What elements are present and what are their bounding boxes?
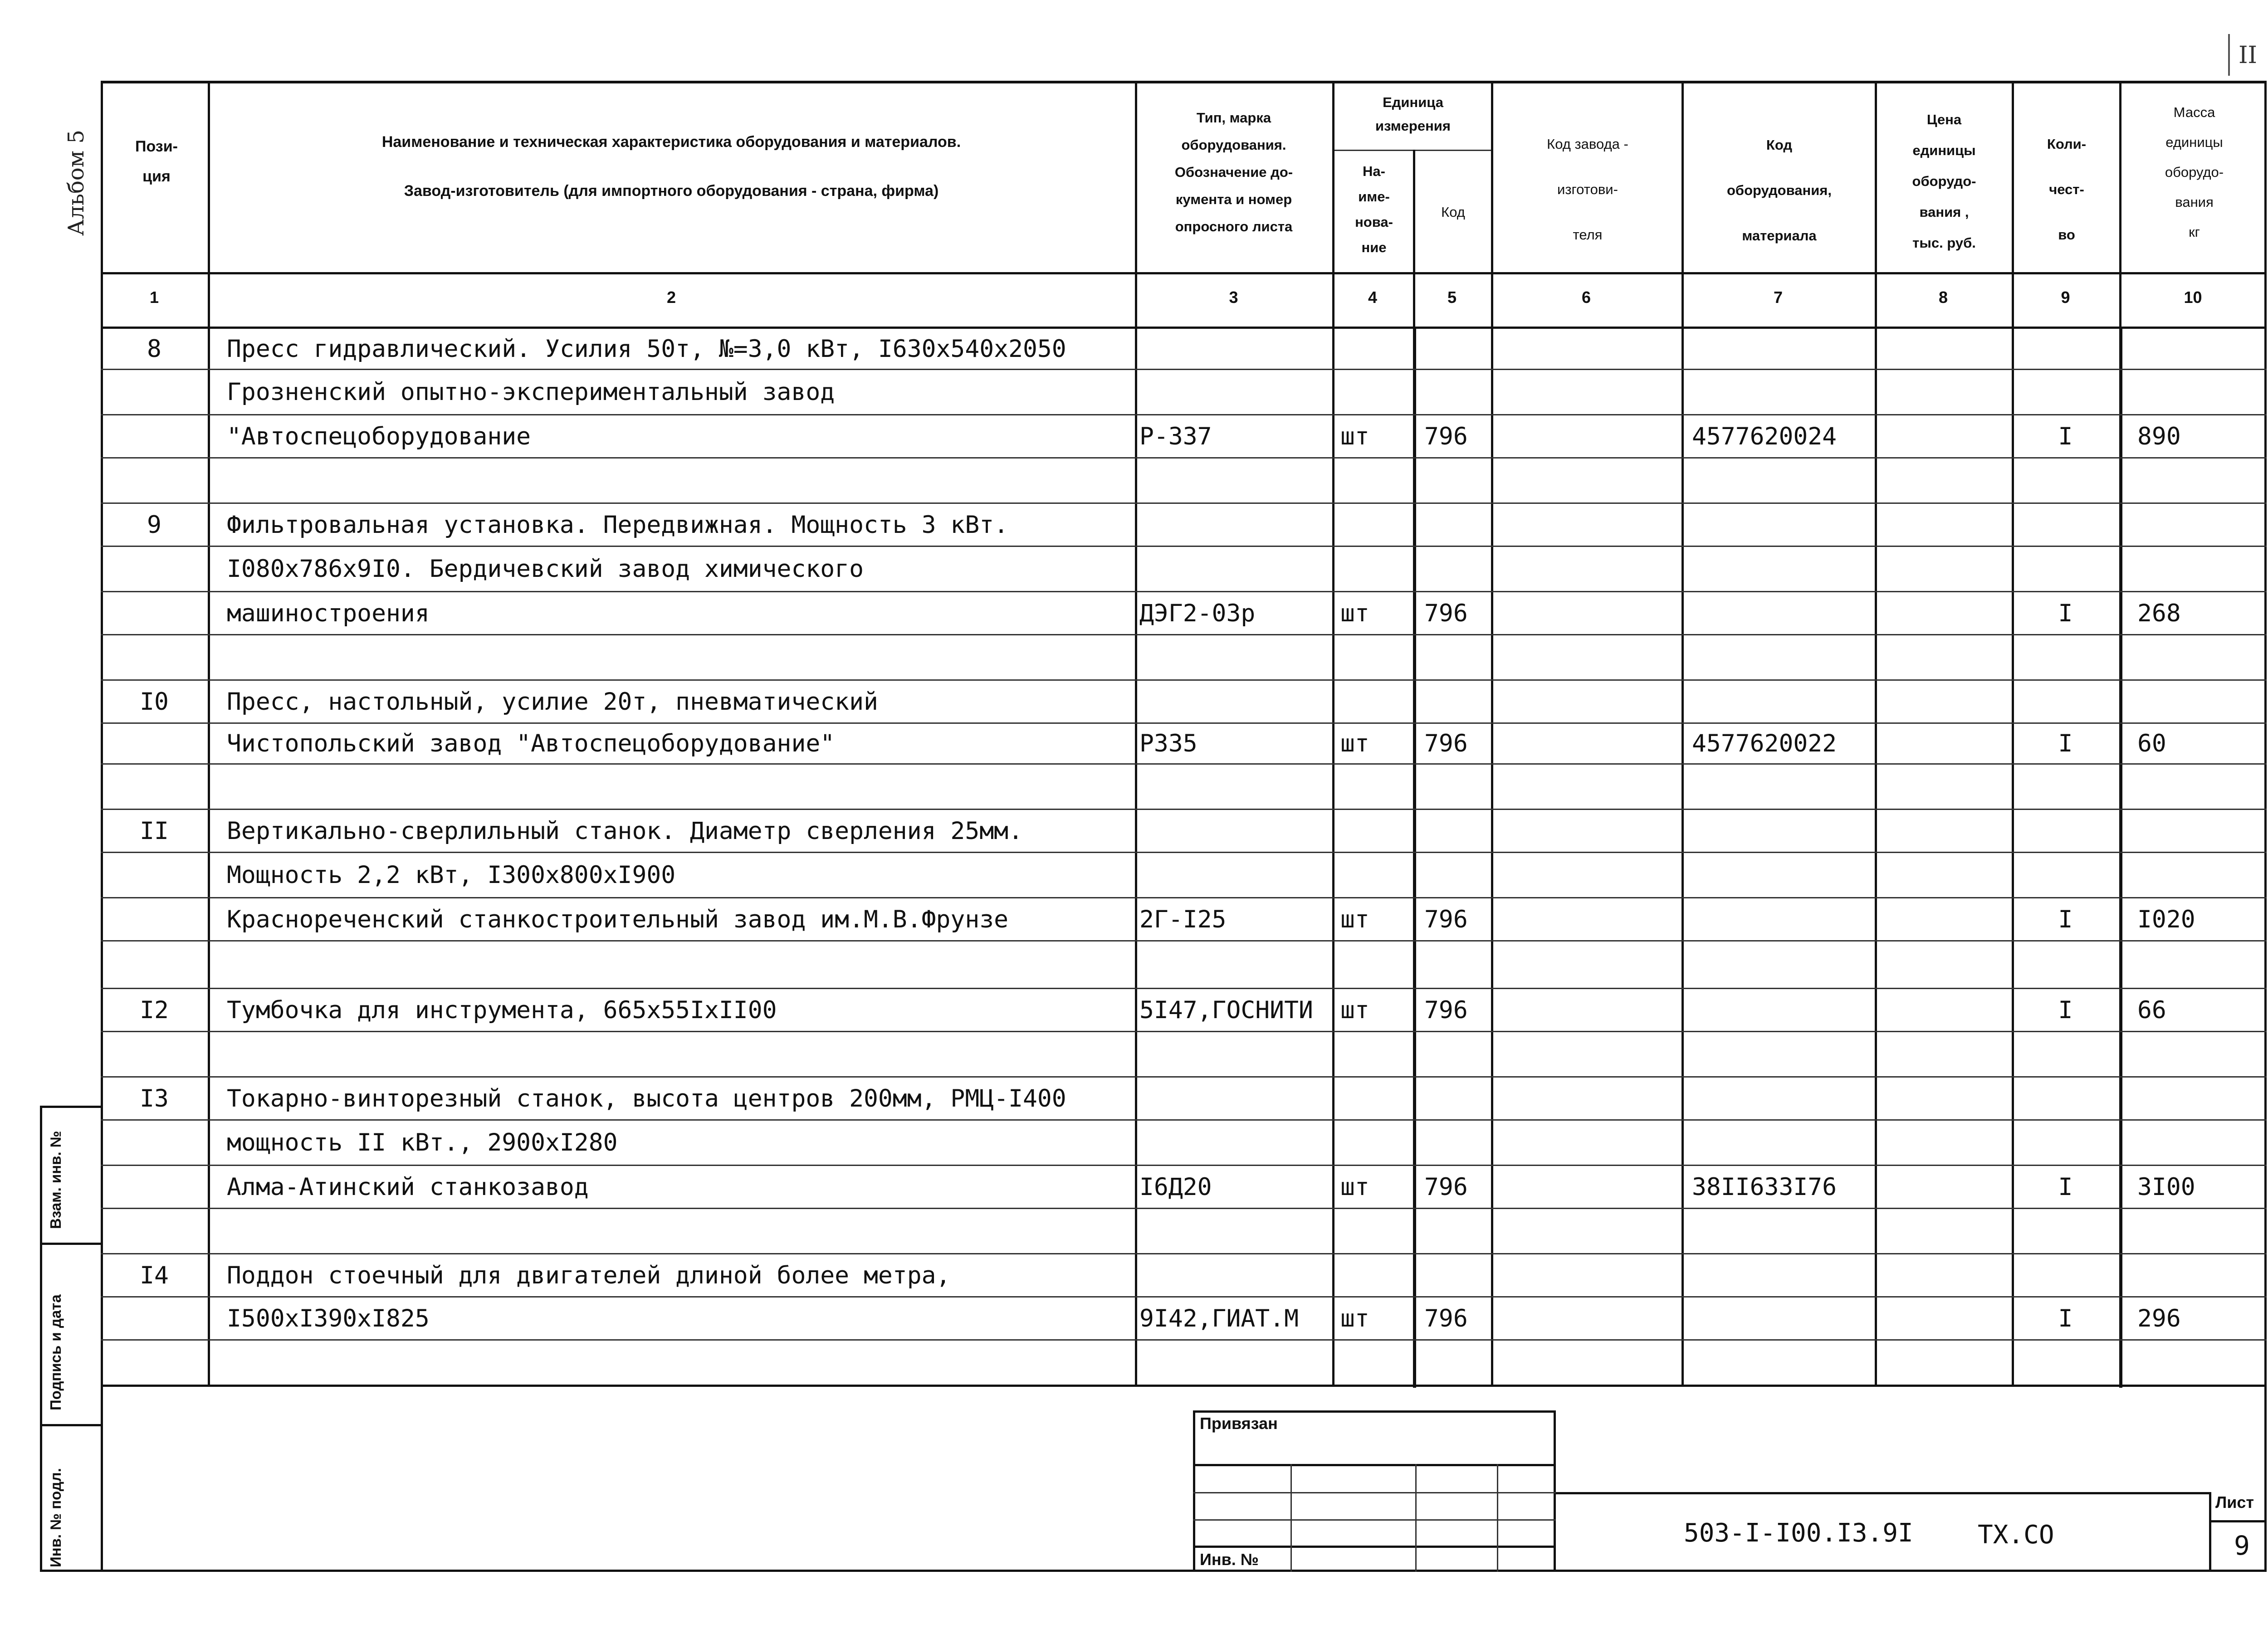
row-line bbox=[101, 1119, 2267, 1121]
row-cell-pos: II bbox=[140, 817, 169, 845]
column-number: 8 bbox=[1938, 288, 1948, 307]
box-line bbox=[2119, 327, 2122, 1388]
row-cell-qty: I bbox=[2058, 1173, 2073, 1201]
row-line bbox=[101, 988, 2267, 989]
col-line bbox=[208, 81, 210, 1387]
vzam-inv-label: Взам. инв. № bbox=[47, 1131, 64, 1229]
stamp-col bbox=[1497, 1464, 1498, 1572]
row-cell-name: Вертикально-сверлильный станок. Диаметр сверления 25мм. bbox=[227, 817, 1023, 845]
header-unit-code: Код bbox=[1441, 204, 1465, 220]
stamp-line bbox=[1193, 1492, 1556, 1493]
header-mass: Масса единицы оборудо- вания кг bbox=[2165, 104, 2224, 240]
row-cell-type: 9I42,ГИАТ.М bbox=[1139, 1304, 1299, 1332]
side-divider bbox=[40, 1243, 101, 1245]
row-cell-code: 796 bbox=[1424, 1173, 1468, 1201]
header-factory-code: Код завода - изготови- теля bbox=[1547, 136, 1628, 243]
header-type: Тип, марка оборудования. Обозначение до- кумента и номер опросного листа bbox=[1174, 110, 1293, 234]
row-line bbox=[101, 679, 2267, 681]
row-cell-name: Чистопольский завод "Автоспецоборудование" bbox=[227, 730, 835, 757]
table-bottom-line bbox=[101, 1385, 2267, 1387]
box-line bbox=[1413, 327, 1416, 1388]
row-cell-type: Р335 bbox=[1139, 730, 1198, 757]
row-line bbox=[101, 502, 2267, 504]
row-line bbox=[101, 546, 2267, 547]
column-number: 4 bbox=[1368, 288, 1378, 307]
header-price: Цена единицы оборудо- вания , тыс. руб. bbox=[1912, 112, 1976, 251]
colnum-bottom-line bbox=[101, 327, 2267, 329]
row-cell-name: Тумбочка для инструмента, 665х55IхII00 bbox=[227, 996, 777, 1024]
row-cell-unit: шт bbox=[1340, 1304, 1369, 1332]
row-cell-pos: 8 bbox=[147, 335, 161, 363]
row-line bbox=[101, 1339, 2267, 1341]
row-cell-mass: 66 bbox=[2137, 996, 2166, 1024]
row-cell-type: 2Г-I25 bbox=[1139, 905, 1227, 933]
row-cell-unit: шт bbox=[1340, 730, 1369, 757]
podpis-data-label: Подпись и дата bbox=[47, 1294, 64, 1410]
row-line bbox=[101, 591, 2267, 592]
row-cell-name: Фильтровальная установка. Передвижная. Мощность 3 кВт. bbox=[227, 511, 1009, 539]
row-cell-name: Пресс, настольный, усилие 20т, пневматический bbox=[227, 688, 878, 716]
row-cell-unit: шт bbox=[1340, 1173, 1369, 1201]
row-cell-mass: I020 bbox=[2137, 905, 2195, 933]
row-line bbox=[101, 457, 2267, 458]
row-line bbox=[101, 1031, 2267, 1032]
row-line bbox=[101, 634, 2267, 635]
row-cell-name: Мощность 2,2 кВт, I300х800хI900 bbox=[227, 861, 676, 889]
row-cell-name: мощность II кВт., 2900хI280 bbox=[227, 1129, 618, 1156]
row-cell-qty: I bbox=[2058, 422, 2073, 450]
row-cell-pos: I2 bbox=[140, 996, 169, 1024]
row-cell-qty: I bbox=[2058, 599, 2073, 627]
top-sheet-number: II bbox=[2239, 42, 2258, 69]
row-cell-qty: I bbox=[2058, 905, 2073, 933]
row-cell-type: Р-337 bbox=[1139, 422, 1212, 450]
col-line bbox=[1332, 81, 1334, 1387]
row-cell-mass: 60 bbox=[2137, 730, 2166, 757]
header-equipment-code: Код оборудования, материала bbox=[1726, 137, 1832, 244]
titleblock-line bbox=[1556, 1492, 2209, 1494]
header-position: Пози- ция bbox=[135, 138, 178, 185]
row-cell-code: 796 bbox=[1424, 422, 1468, 450]
row-cell-name: Краснореченский станкостроительный завод им.М.В.Фрунзе bbox=[227, 905, 1009, 933]
stamp-line bbox=[1193, 1546, 1556, 1548]
row-line bbox=[101, 852, 2267, 853]
header-unit: Единица измерения bbox=[1375, 94, 1451, 134]
row-line bbox=[101, 1296, 2267, 1297]
side-divider bbox=[40, 1424, 101, 1426]
inv-no-label: Инв. № bbox=[1200, 1550, 1259, 1569]
row-cell-type: I6Д20 bbox=[1139, 1173, 1212, 1201]
titleblock-col bbox=[2209, 1492, 2211, 1572]
row-cell-name: Пресс гидравлический. Усилия 50т, №=3,0 кВт, I630х540х2050 bbox=[227, 335, 1066, 363]
header-unit-name: На- име- нова- ние bbox=[1355, 163, 1393, 255]
row-cell-code: 796 bbox=[1424, 730, 1468, 757]
header-name-line2: Завод-изготовитель (для импортного оборудования - страна, фирма) bbox=[404, 182, 939, 200]
row-line bbox=[101, 414, 2267, 415]
row-cell-name: Алма-Атинский станкозавод bbox=[227, 1173, 589, 1201]
column-number: 7 bbox=[1773, 288, 1783, 307]
row-line bbox=[101, 1165, 2267, 1166]
privyazan-label: Привязан bbox=[1200, 1414, 1278, 1433]
row-cell-name: Токарно-винторезный станок, высота центров 200мм, РМЦ-I400 bbox=[227, 1084, 1066, 1112]
col-line bbox=[1491, 81, 1493, 1387]
column-number: 9 bbox=[2061, 288, 2070, 307]
row-cell-pos: I3 bbox=[140, 1084, 169, 1112]
row-cell-code: 796 bbox=[1424, 1304, 1468, 1332]
sheet-label: Лист bbox=[2215, 1493, 2254, 1512]
row-cell-code: 796 bbox=[1424, 599, 1468, 627]
row-cell-pos: I4 bbox=[140, 1261, 169, 1289]
row-cell-name: I080х786х9I0. Бердичевский завод химического bbox=[227, 555, 864, 583]
row-cell-name: "Автоспецоборудование bbox=[227, 422, 531, 450]
row-cell-unit: шт bbox=[1340, 422, 1369, 450]
row-cell-name: Поддон стоечный для двигателей длиной более метра, bbox=[227, 1261, 951, 1289]
row-line bbox=[101, 369, 2267, 370]
column-number: 5 bbox=[1447, 288, 1457, 307]
row-cell-type: ДЭГ2-03р bbox=[1139, 599, 1256, 627]
row-cell-type: 5I47,ГОСНИТИ bbox=[1139, 996, 1313, 1024]
row-cell-name: I500хI390хI825 bbox=[227, 1304, 430, 1332]
row-line bbox=[101, 1208, 2267, 1209]
row-cell-qty: I bbox=[2058, 1304, 2073, 1332]
stamp-line bbox=[1193, 1519, 1556, 1521]
sheet-number-divider bbox=[2228, 34, 2230, 76]
row-cell-equip: 4577620022 bbox=[1692, 730, 1837, 757]
row-cell-pos: 9 bbox=[147, 511, 161, 539]
row-cell-qty: I bbox=[2058, 730, 2073, 757]
column-number: 1 bbox=[149, 288, 159, 307]
row-cell-pos: I0 bbox=[140, 688, 169, 716]
row-line bbox=[101, 763, 2267, 765]
row-cell-equip: 38II633I76 bbox=[1692, 1173, 1837, 1201]
column-number: 6 bbox=[1581, 288, 1591, 307]
header-bottom-line bbox=[101, 272, 2267, 274]
stamp-col bbox=[1415, 1464, 1417, 1572]
row-cell-mass: 890 bbox=[2137, 422, 2181, 450]
row-line bbox=[101, 940, 2267, 941]
unit-header-split bbox=[1332, 150, 1491, 151]
inv-podl-label: Инв. № подл. bbox=[47, 1468, 64, 1567]
column-number: 2 bbox=[666, 288, 676, 307]
row-cell-equip: 4577620024 bbox=[1692, 422, 1837, 450]
col-line bbox=[1135, 81, 1137, 1387]
stamp-col bbox=[1290, 1464, 1292, 1572]
row-line bbox=[101, 1253, 2267, 1254]
row-cell-name: машиностроения bbox=[227, 599, 430, 627]
col-line bbox=[1681, 81, 1684, 1387]
row-cell-mass: 296 bbox=[2137, 1304, 2181, 1332]
row-cell-mass: 3I00 bbox=[2137, 1173, 2195, 1201]
col-line bbox=[1875, 81, 1877, 1387]
row-cell-name: Грозненский опытно-экспериментальный завод bbox=[227, 378, 835, 406]
row-cell-mass: 268 bbox=[2137, 599, 2181, 627]
row-line bbox=[101, 809, 2267, 810]
row-cell-qty: I bbox=[2058, 996, 2073, 1024]
header-name-line1: Наименование и техническая характеристика оборудования и материалов. bbox=[381, 133, 961, 151]
column-number: 3 bbox=[1229, 288, 1238, 307]
sheet-number: 9 bbox=[2234, 1530, 2250, 1561]
document-code: 503-I-I00.I3.9I bbox=[1684, 1518, 1913, 1548]
row-cell-unit: шт bbox=[1340, 599, 1369, 627]
row-line bbox=[101, 722, 2267, 724]
row-cell-code: 796 bbox=[1424, 996, 1468, 1024]
album-label: Альбом 5 bbox=[64, 130, 89, 236]
titleblock-line bbox=[2209, 1520, 2267, 1522]
row-line bbox=[101, 1076, 2267, 1078]
header-quantity: Коли- чест- во bbox=[2047, 136, 2087, 243]
document-type: ТХ.СО bbox=[1978, 1520, 2054, 1550]
row-cell-unit: шт bbox=[1340, 905, 1369, 933]
row-line bbox=[101, 897, 2267, 898]
column-number: 10 bbox=[2184, 288, 2202, 307]
stamp-line bbox=[1193, 1464, 1556, 1466]
row-cell-code: 796 bbox=[1424, 905, 1468, 933]
row-cell-unit: шт bbox=[1340, 996, 1369, 1024]
